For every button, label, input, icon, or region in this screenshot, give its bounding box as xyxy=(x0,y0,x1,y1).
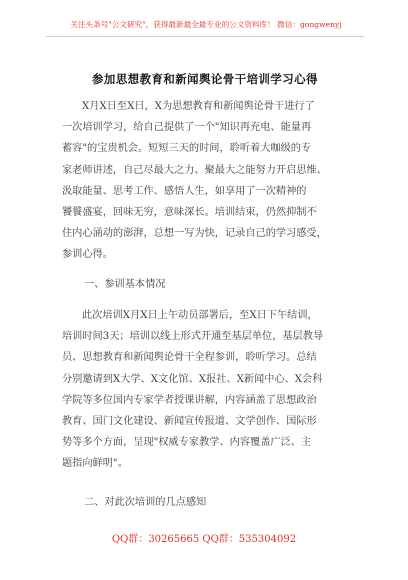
paragraph-line: 参训心得。 xyxy=(62,249,113,261)
paragraph-line: 此次培训X月X日上午动员部署后，至X日下午结训， xyxy=(82,310,318,321)
footer-qq-groups: QQ群：30265665 QQ群：535304092 xyxy=(111,534,297,545)
paragraph-line: 题指向鲜明"。 xyxy=(62,458,128,470)
paragraph-line: 教育、国门文化建设、新闻宣传报道、文学创作、国际形 xyxy=(62,416,317,428)
paragraph-line: 住内心涌动的澎湃，总想一写为快，记录自己的学习感受， xyxy=(62,228,327,240)
paragraph-line: 员、思想教育和新闻舆论骨干全程参训，聆听学习。总结 xyxy=(62,352,317,364)
intro-paragraph xyxy=(62,96,362,266)
header-divider xyxy=(46,36,364,37)
paragraph-line: 蓄容"的宝贵机会。短短三天的时间，聆听着大咖级的专 xyxy=(62,143,312,155)
paragraph-line: 一次培训学习，给自己提供了一个"知识再充电、能量再 xyxy=(62,122,312,134)
section-heading-2: 二、对此次培训的几点感知 xyxy=(84,497,207,508)
paragraph-line: 汲取能量、思考工作、感悟人生，如享用了一次精神的 xyxy=(62,185,307,197)
paragraph-line: 势等多个方面，呈现"权威专家教学、内容覆盖广泛、主 xyxy=(62,437,312,449)
document-title: 参加思想教育和新闻舆论骨干培训学习心得 xyxy=(92,72,318,86)
paragraph-line: 分别邀请到X大学、X文化馆、X报社、X新闻中心、X会科 xyxy=(62,373,323,385)
section-heading-1: 一、参训基本情况 xyxy=(84,279,166,290)
paragraph-line: 家老师讲述，自己尽最大之力、聚最大之能努力开启思维、 xyxy=(62,164,327,176)
paragraph-line: 饕餮盛宴，回味无穷，意味深长。培训结束，仍然抑制不 xyxy=(62,207,317,219)
paragraph-line: 培训时间3天；培训以线上形式开通至基层单位，基层教导 xyxy=(62,331,324,343)
paragraph-line: X月X日至X日，X为思想教育和新闻舆论骨干进行了 xyxy=(82,101,315,112)
header-banner: 关注头条号"公文研究"，获得最新最全最专业的公文资料库！ 微信：gongwenyj xyxy=(70,20,342,29)
section-1-paragraph xyxy=(62,305,362,475)
paragraph-line: 学院等多位国内专家学者授课讲解，内容涵盖了思想政治 xyxy=(62,394,317,406)
